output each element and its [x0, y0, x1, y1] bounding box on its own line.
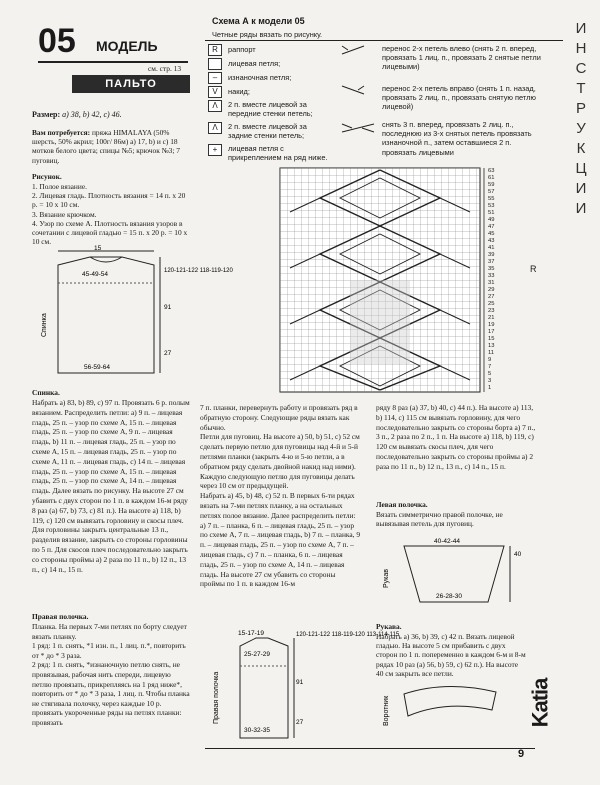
row-number: 53	[488, 203, 495, 209]
purl-stitch-icon: –	[208, 72, 222, 84]
middle-text: 7 п. планки, перевернуть работу и провязать ряд в обратную сторону. Следующие ряды вязать как обычно. Петли для пуговиц. На высоте а) 50, b) 51, c) 52 см сделать первую петлю для пуговицы над 4-й и 5-й петлями планки (закрыть 4-ю и 5-ю петли, а в обратном ряду сделать двойной накид над ними). Каждую следующую петлю для пуговицы делать через 10 см от предыдущей. Набрать а) 45, b) 48, c) 52 п. В первых 6-ти рядах вязать на 7-ми петлях планку, а на остальных петлях полое вязание. Далее распределить петли: а) 7 п. – планка, 6 п. – лицевая гладь, 25 п. – узор по схеме А, 7 п. – лицевая гладь, b) 7 п. – планка, 9 п. – лицевая гладь, 25 п. – узор по схеме А, 7 п. – лицевая гладь, c) 7 п. – планка, 6 п. – лицевая гладь, 25 п. – узор по схеме А, 14 п. – лицевая гладь. На высоте 27 см убавить со стороны проймы по 1 п. в каждом 16-м	[200, 403, 361, 589]
footer-rule	[205, 748, 535, 749]
legend-item: 2 п. вместе лицевой за задние стенки петель;	[228, 122, 307, 141]
tab-letter: Ц	[575, 160, 587, 177]
row-number: 9	[488, 357, 492, 363]
row-number: 1	[488, 385, 492, 391]
k2tog-front-icon: Λ	[208, 100, 222, 112]
sleeve-h: 40	[514, 551, 522, 558]
collar-schematic	[376, 676, 516, 734]
row-number: 49	[488, 217, 495, 223]
row-number: 43	[488, 238, 495, 244]
legend-item: 2 п. вместе лицевой за передние стенки петель;	[228, 100, 313, 119]
legend-item: накид;	[228, 87, 250, 96]
legend-item: лицевая петля с прикреплением на ряд ниже.	[228, 144, 328, 163]
front-shoulder-dim: 120-121-122 118-119-120 113-114-115	[296, 632, 400, 638]
row-number: 47	[488, 224, 495, 230]
row-number: 19	[488, 322, 495, 328]
tab-letter: Н	[575, 40, 587, 57]
legend-item: перенос 2-х петель вправо (снять 1 п. назад, провязать 2 лиц. п., провязать снятую петлю лицевой)	[382, 84, 536, 112]
back-label: Спинка	[41, 313, 48, 337]
sleeve-text: Набрать а) 36, b) 39, c) 42 п. Вязать лицевой гладью. На высоте 5 см прибавить с двух сторон по 1 п. попеременно в каждом 6-м и 8-м рядах 10 раз (а) 56, b) 59, c) 62 п.). На высоте 40 см закрыть все петли.	[376, 632, 526, 678]
back-text: Набрать а) 83, b) 89, c) 97 п. Провязать 6 р. полым вязанием. Распределить петли: а) 9 п. – лицевая гладь, 25 п. – узор по схеме А, 15 п. – лицевая гладь, 25 п. – узор по схеме А, 9 п. – лицевая гладь, b) 11 п. – лицевая гладь, 25 п. – узор по схеме А, 15 п. – лицевая гладь, 25 п. – узор по схеме А, 11 п. – лицевая гладь, c) 14 п. – лицевая гладь, 25 п. – узор по схеме А, 15 п. – лицевая гладь, 25 п. – узор по схеме А, 14 п. – лицевая гладь. Далее вязать по рисунку. На высоте 27 см убавить с двух сторон по 1 п. в каждом 16-м ряду 8 раз (а) 67, b) 73, c) 81 п.). На высоте а) 118, b) 119, c) 120 см вывязать горловину и скосы плеч. Для горловины закрыть центральные 13 п., разделив вязание, закрыть со стороны горловины по 5 п. Для скосов плеч последовательно закрыть со стороны проймы а) 2 раза по 11 п., b) 12 п., 13 п., c) 14 п., 15 п.	[32, 398, 190, 574]
model-number: 05	[38, 22, 76, 60]
back-label-heading: Спинка.	[32, 388, 60, 397]
sizes-value: a) 38, b) 42, c) 46.	[62, 110, 122, 119]
sleeve-top-dim: 40-42-44	[434, 538, 461, 545]
left-front-text: Вязать симметрично правой полочке, не вывязывая петель для пуговиц.	[376, 510, 503, 529]
row-number: 27	[488, 294, 495, 300]
tab-letter: К	[576, 140, 586, 157]
back-h1: 91	[164, 304, 172, 311]
pattern-text: 1. Полое вязание. 2. Лицевая гладь. Плотность вязания = 14 п. х 20 р. = 10 х 10 см. 3. Вязание крючком. 4. Узор по схеме А. Плотность вязания узоров в сочетании с лицевой гладью = 15 п. х 20 р. = 10 х 10 см.	[32, 182, 188, 247]
pattern-label: Рисунок.	[32, 172, 62, 181]
sleeve-schematic	[376, 536, 536, 614]
legend-item: раппорт	[228, 45, 256, 54]
tab-letter: И	[575, 180, 587, 197]
row-number: 3	[488, 378, 492, 384]
row-number: 45	[488, 231, 495, 237]
sleeve-label: Рукав	[383, 569, 390, 588]
rapport-marker: R	[530, 264, 537, 274]
front-text: Планка. На первых 7-ми петлях по борту следует вязать планку. 1 ряд: 1 п. снять, *1 изн. п., 1 лиц. п.*, повторить от * до * 3 раза. 2 ряд: 1 п. снять, *изнаночную петлю снять, не провязывая, рабочая нить спереди, лицевую петлю провязать, прикрепляясь на 1 ряд ниже*, повторить от * до * 3 раза, 1 лиц. п. Чтобы планка не стягивала полочку, через каждые 10 р. провязать укороченные ряды на петлях планки: провязать	[32, 622, 190, 727]
garment-title: ПАЛЬТО	[72, 75, 190, 93]
k2tog-back-icon: Λ	[208, 122, 222, 134]
knit-below-icon: +	[208, 144, 222, 156]
row-number: 63	[488, 168, 495, 174]
front-label: Правая полочка	[213, 671, 220, 724]
legend-item: изнаночная петля;	[228, 73, 292, 82]
sizes-label: Размер:	[32, 110, 61, 119]
row-number: 31	[488, 280, 495, 286]
back-neck-dim: 45-49-54	[82, 271, 109, 278]
sleeve-bottom-dim: 26-28-30	[436, 593, 463, 600]
back-top-dim: 15	[94, 245, 102, 252]
row-number: 41	[488, 245, 495, 251]
front-h1: 91	[296, 679, 304, 686]
back-schematic	[30, 245, 233, 385]
row-number: 17	[488, 329, 495, 335]
row-number: 29	[488, 287, 495, 293]
row-number: 23	[488, 308, 495, 314]
model-word: МОДЕЛЬ	[96, 38, 158, 54]
scheme-chart	[280, 168, 512, 400]
tab-letter: С	[575, 60, 587, 77]
sizes	[32, 110, 192, 119]
row-number: 55	[488, 196, 495, 202]
scheme-title: Схема А к модели 05	[212, 16, 305, 26]
back-bottom-dim: 56-59-64	[84, 364, 111, 371]
brand-text: Katia	[527, 678, 553, 728]
legend-item: перенос 2-х петель влево (снять 2 п. вперед, провязать 1 лиц. п., провязать 2 снятые петли лицевыми)	[382, 44, 541, 72]
front-label-heading: Правая полочка.	[32, 612, 89, 621]
scheme-rule	[205, 40, 563, 41]
header-rule	[38, 61, 188, 63]
front-top-dim: 15-17-19	[238, 630, 265, 637]
yarn-over-icon: V	[208, 86, 222, 98]
rapport-icon: R	[208, 44, 222, 56]
tab-letter: Р	[575, 100, 586, 117]
materials	[32, 128, 192, 165]
tab-letter: У	[576, 120, 586, 137]
back-h2: 27	[164, 350, 172, 357]
materials-label: Вам потребуется:	[32, 128, 91, 137]
row-number: 39	[488, 252, 495, 258]
row-number: 5	[488, 371, 492, 377]
row-number: 59	[488, 182, 495, 188]
row-number: 37	[488, 259, 495, 265]
front-h2: 27	[296, 719, 304, 726]
row-number: 13	[488, 343, 495, 349]
front-bottom-dim: 30-32-35	[244, 727, 271, 734]
back-shoulder-dim: 120-121-122 118-119-120	[164, 268, 233, 274]
materials-text: пряжа HIMALAYA (50% шерсть, 50% акрил; 100г/ 86м) а) 17, b) и c) 18 мотков белого цвета; спицы №5; крючок №3; 7 пуговиц.	[32, 128, 180, 165]
knit-stitch-icon	[208, 58, 222, 70]
left-front-heading: Левая полочка.	[376, 500, 428, 509]
cross-three-icon	[340, 122, 376, 134]
katia-logo	[527, 668, 570, 736]
legend-item: лицевая петля;	[228, 59, 281, 68]
tab-letter: И	[575, 200, 587, 217]
tab-letter: Т	[576, 80, 586, 97]
row-number: 15	[488, 336, 495, 342]
sleeve-heading: Рукава.	[376, 622, 402, 631]
row-number: 51	[488, 210, 495, 216]
collar-label: Воротник	[383, 695, 390, 726]
front-mid-dim: 25-27-29	[244, 651, 271, 658]
row-number: 61	[488, 175, 495, 181]
row-number: 35	[488, 266, 495, 272]
cross-left-icon	[340, 44, 366, 56]
see-page: см. стр. 13	[148, 64, 182, 73]
row-number: 7	[488, 364, 492, 370]
row-number: 25	[488, 301, 495, 307]
row-number: 57	[488, 189, 495, 195]
row-number: 11	[488, 350, 495, 356]
tab-letter: И	[575, 20, 587, 37]
legend-item: снять 3 п. вперед, провязать 2 лиц. п., последнюю из 3-х снятых петель провязать изнаночной п., затем оставшиеся 2 п. провязать лицевыми	[382, 120, 532, 157]
right-text: ряду 8 раз (а) 37, b) 40, c) 44 п.). На высоте а) 113, b) 114, c) 115 см вывязать горловину, для чего последовательно закрыть со стороны борта а) 7 п., 3 п., 2 раза по 2 п., 1 п. На высоте а) 118, b) 119, c) 120 см вывязать скосы плеч, для чего последовательно закрыть со стороны проймы а) 2 раза по 11 п., b) 12 п., 13 п., c) 14 п., 15 п.	[376, 403, 536, 471]
row-number: 33	[488, 273, 495, 279]
page-number: 9	[518, 748, 525, 760]
cross-right-icon	[340, 84, 366, 96]
row-number: 21	[488, 315, 495, 321]
scheme-subtitle: Четные ряды вязать по рисунку.	[212, 30, 323, 39]
